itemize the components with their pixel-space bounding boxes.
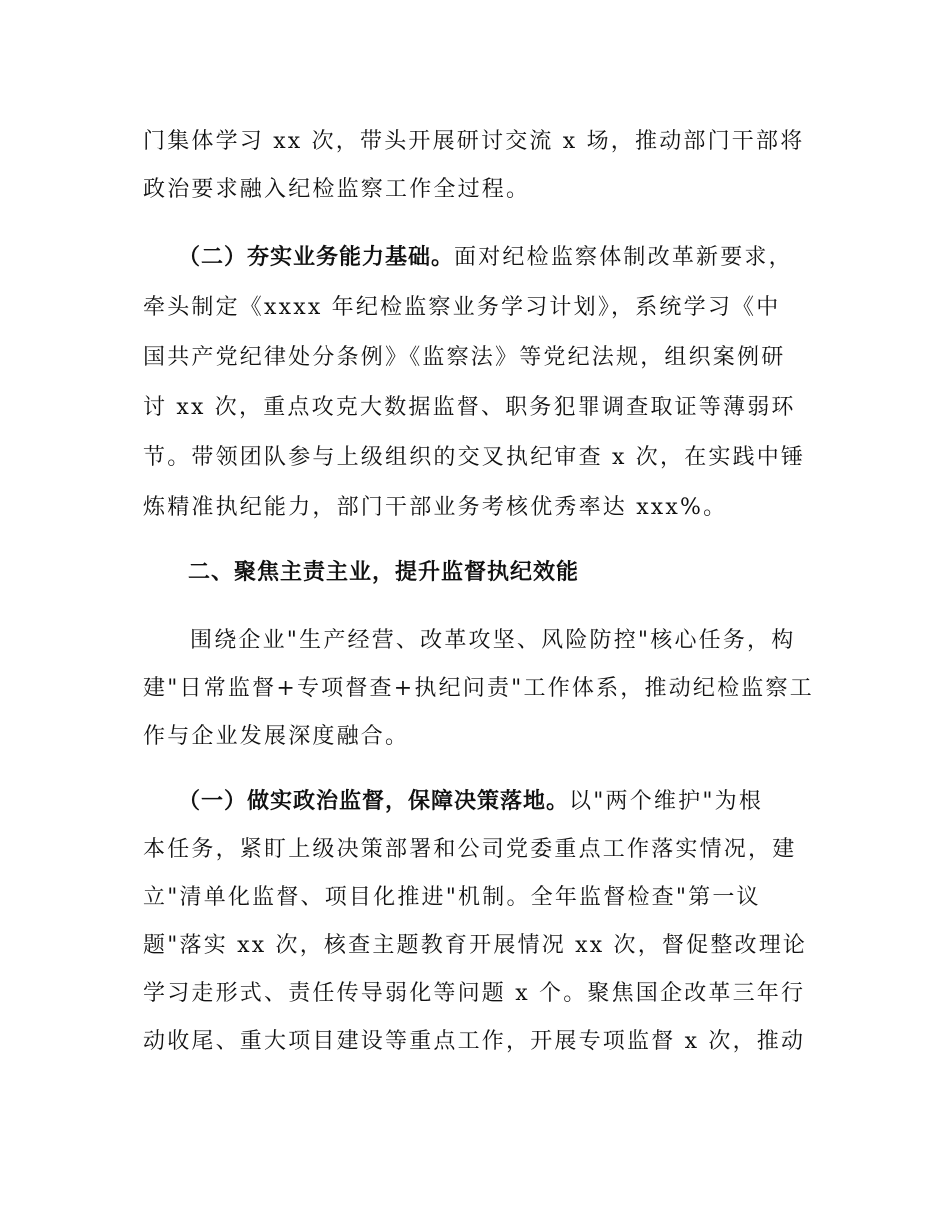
text-line: 动收尾、重大项目建设等重点工作，开展专项监督 x 次，推动: [143, 1029, 806, 1054]
subsection-heading-line: （二）夯实业务能力基础。面对纪检监察体制改革新要求，: [178, 245, 793, 270]
text-line: 立"清单化监督、项目化推进"机制。全年监督检查"第一议: [143, 885, 761, 910]
text-line: 政治要求融入纪检监察工作全过程。: [143, 177, 531, 202]
text-line: 题"落实 xx 次，核查主题教育开展情况 xx 次，督促整改理论: [143, 933, 808, 958]
text-line: 本任务，紧盯上级决策部署和公司党委重点工作落实情况，建: [143, 837, 797, 862]
text-line: 牵头制定《xxxx 年纪检监察业务学习计划》，系统学习《中: [143, 295, 781, 320]
text-line: 门集体学习 xx 次，带头开展研讨交流 x 场，推动部门干部将: [143, 129, 805, 154]
text-line: 讨 xx 次，重点攻克大数据监督、职务犯罪调查取证等薄弱环: [143, 395, 796, 420]
text-line: 国共产党纪律处分条例》《监察法》等党纪法规，组织案例研: [143, 345, 786, 370]
text-line: 围绕企业"生产经营、改革攻坚、风险防控"核心任务，构: [190, 628, 796, 653]
text-line: 作与企业发展深度融合。: [143, 724, 410, 749]
text-line: 炼精准执纪能力，部门干部业务考核优秀率达 xxx%。: [143, 495, 728, 520]
text-line: 学习走形式、责任传导弱化等问题 x 个。聚焦国企改革三年行: [143, 981, 806, 1006]
text-line: 节。带领团队参与上级组织的交叉执纪审查 x 次，在实践中锤: [143, 445, 806, 470]
section-heading: 二、聚焦主责主业，提升监督执纪效能: [188, 560, 580, 585]
subsection-heading-line: （一）做实政治监督，保障决策落地。以"两个维护"为根: [178, 789, 764, 814]
text-line: 建"日常监督+专项督查+执纪问责"工作体系，推动纪检监察工: [143, 676, 814, 701]
